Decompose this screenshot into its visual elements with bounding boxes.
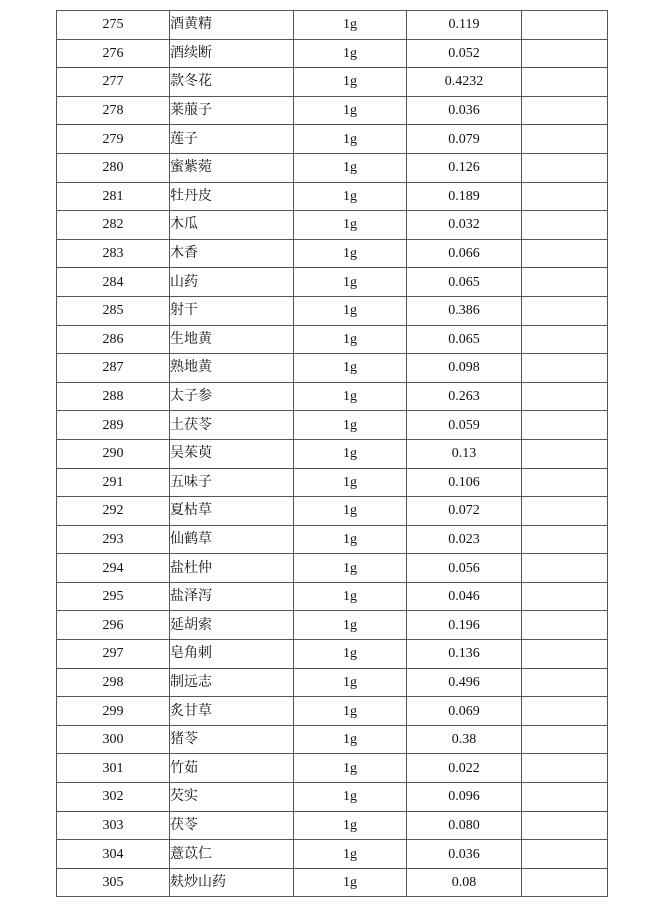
herb-name: 茯苓 [170, 811, 294, 840]
table-row [57, 182, 608, 211]
herb-amount: 1g [294, 811, 407, 840]
herb-value: 0.106 [407, 468, 522, 497]
blank-cell [522, 153, 608, 182]
herb-value: 0.08 [407, 868, 522, 897]
table-row [57, 96, 608, 125]
herb-name: 猪苓 [170, 725, 294, 754]
blank-cell [522, 382, 608, 411]
herb-value: 0.096 [407, 783, 522, 812]
table-row [57, 640, 608, 669]
table-row [57, 754, 608, 783]
table-row [57, 211, 608, 240]
herb-amount: 1g [294, 211, 407, 240]
herb-amount: 1g [294, 96, 407, 125]
herb-amount: 1g [294, 554, 407, 583]
table-row [57, 783, 608, 812]
row-number: 287 [57, 354, 170, 383]
blank-cell [522, 525, 608, 554]
blank-cell [522, 640, 608, 669]
row-number: 300 [57, 725, 170, 754]
herb-name: 太子参 [170, 382, 294, 411]
blank-cell [522, 125, 608, 154]
row-number: 296 [57, 611, 170, 640]
table-row [57, 497, 608, 526]
table-row [57, 153, 608, 182]
table-row [57, 840, 608, 869]
herb-value: 0.496 [407, 668, 522, 697]
table-row [57, 354, 608, 383]
blank-cell [522, 468, 608, 497]
blank-cell [522, 68, 608, 97]
row-number: 302 [57, 783, 170, 812]
row-number: 279 [57, 125, 170, 154]
herb-value: 0.059 [407, 411, 522, 440]
blank-cell [522, 96, 608, 125]
herb-amount: 1g [294, 525, 407, 554]
herb-amount: 1g [294, 725, 407, 754]
herb-amount: 1g [294, 325, 407, 354]
table-row [57, 811, 608, 840]
table-row [57, 382, 608, 411]
table-row [57, 668, 608, 697]
blank-cell [522, 268, 608, 297]
row-number: 276 [57, 39, 170, 68]
herb-amount: 1g [294, 868, 407, 897]
herb-value: 0.023 [407, 525, 522, 554]
table-row [57, 525, 608, 554]
herb-amount: 1g [294, 611, 407, 640]
herb-value: 0.066 [407, 239, 522, 268]
blank-cell [522, 439, 608, 468]
blank-cell [522, 668, 608, 697]
blank-cell [522, 868, 608, 897]
row-number: 290 [57, 439, 170, 468]
herb-amount: 1g [294, 411, 407, 440]
blank-cell [522, 811, 608, 840]
herb-value: 0.069 [407, 697, 522, 726]
herb-amount: 1g [294, 754, 407, 783]
table-row [57, 868, 608, 897]
herb-value: 0.080 [407, 811, 522, 840]
herb-amount: 1g [294, 783, 407, 812]
herb-value: 0.036 [407, 840, 522, 869]
row-number: 289 [57, 411, 170, 440]
herb-name: 盐泽泻 [170, 582, 294, 611]
herb-amount: 1g [294, 640, 407, 669]
herb-name: 盐杜仲 [170, 554, 294, 583]
herb-amount: 1g [294, 39, 407, 68]
herb-name: 竹茹 [170, 754, 294, 783]
blank-cell [522, 182, 608, 211]
row-number: 293 [57, 525, 170, 554]
herb-price-table [56, 10, 608, 897]
herb-name: 酒黄精 [170, 11, 294, 40]
herb-amount: 1g [294, 125, 407, 154]
herb-amount: 1g [294, 439, 407, 468]
herb-value: 0.056 [407, 554, 522, 583]
herb-name: 牡丹皮 [170, 182, 294, 211]
blank-cell [522, 611, 608, 640]
herb-value: 0.065 [407, 268, 522, 297]
blank-cell [522, 239, 608, 268]
herb-amount: 1g [294, 840, 407, 869]
herb-name: 芡实 [170, 783, 294, 812]
herb-amount: 1g [294, 497, 407, 526]
table-row [57, 239, 608, 268]
row-number: 299 [57, 697, 170, 726]
herb-value: 0.022 [407, 754, 522, 783]
row-number: 295 [57, 582, 170, 611]
herb-name: 夏枯草 [170, 497, 294, 526]
blank-cell [522, 783, 608, 812]
table-row [57, 268, 608, 297]
herb-name: 莱菔子 [170, 96, 294, 125]
herb-amount: 1g [294, 268, 407, 297]
herb-name: 款冬花 [170, 68, 294, 97]
blank-cell [522, 11, 608, 40]
row-number: 282 [57, 211, 170, 240]
herb-name: 熟地黄 [170, 354, 294, 383]
herb-value: 0.065 [407, 325, 522, 354]
blank-cell [522, 697, 608, 726]
blank-cell [522, 554, 608, 583]
herb-value: 0.136 [407, 640, 522, 669]
blank-cell [522, 211, 608, 240]
row-number: 297 [57, 640, 170, 669]
herb-name: 射干 [170, 296, 294, 325]
herb-amount: 1g [294, 11, 407, 40]
row-number: 301 [57, 754, 170, 783]
row-number: 280 [57, 153, 170, 182]
row-number: 305 [57, 868, 170, 897]
table-row [57, 439, 608, 468]
table-row [57, 725, 608, 754]
row-number: 294 [57, 554, 170, 583]
herb-name: 延胡索 [170, 611, 294, 640]
table-row [57, 554, 608, 583]
herb-value: 0.032 [407, 211, 522, 240]
herb-name: 木瓜 [170, 211, 294, 240]
blank-cell [522, 354, 608, 383]
blank-cell [522, 582, 608, 611]
herb-value: 0.079 [407, 125, 522, 154]
herb-value: 0.196 [407, 611, 522, 640]
herb-name: 土茯苓 [170, 411, 294, 440]
blank-cell [522, 325, 608, 354]
herb-amount: 1g [294, 668, 407, 697]
herb-name: 莲子 [170, 125, 294, 154]
herb-value: 0.119 [407, 11, 522, 40]
table-row [57, 411, 608, 440]
blank-cell [522, 754, 608, 783]
herb-name: 蜜紫菀 [170, 153, 294, 182]
blank-cell [522, 39, 608, 68]
blank-cell [522, 497, 608, 526]
row-number: 291 [57, 468, 170, 497]
herb-amount: 1g [294, 296, 407, 325]
table-row [57, 611, 608, 640]
blank-cell [522, 725, 608, 754]
herb-name: 五味子 [170, 468, 294, 497]
row-number: 288 [57, 382, 170, 411]
row-number: 286 [57, 325, 170, 354]
herb-value: 0.189 [407, 182, 522, 211]
herb-amount: 1g [294, 182, 407, 211]
herb-name: 山药 [170, 268, 294, 297]
herb-amount: 1g [294, 468, 407, 497]
herb-name: 仙鹤草 [170, 525, 294, 554]
herb-amount: 1g [294, 68, 407, 97]
herb-value: 0.072 [407, 497, 522, 526]
herb-amount: 1g [294, 382, 407, 411]
herb-name: 酒续断 [170, 39, 294, 68]
row-number: 303 [57, 811, 170, 840]
herb-name: 吴茱萸 [170, 439, 294, 468]
blank-cell [522, 840, 608, 869]
herb-amount: 1g [294, 153, 407, 182]
table-row [57, 468, 608, 497]
herb-value: 0.126 [407, 153, 522, 182]
row-number: 304 [57, 840, 170, 869]
herb-value: 0.386 [407, 296, 522, 325]
row-number: 275 [57, 11, 170, 40]
table-row [57, 11, 608, 40]
herb-amount: 1g [294, 239, 407, 268]
herb-value: 0.4232 [407, 68, 522, 97]
herb-name: 麸炒山药 [170, 868, 294, 897]
row-number: 281 [57, 182, 170, 211]
herb-value: 0.13 [407, 439, 522, 468]
table-row [57, 296, 608, 325]
herb-amount: 1g [294, 582, 407, 611]
table-row [57, 582, 608, 611]
herb-value: 0.052 [407, 39, 522, 68]
row-number: 292 [57, 497, 170, 526]
herb-name: 炙甘草 [170, 697, 294, 726]
herb-amount: 1g [294, 354, 407, 383]
blank-cell [522, 296, 608, 325]
herb-name: 皂角刺 [170, 640, 294, 669]
herb-name: 薏苡仁 [170, 840, 294, 869]
herb-name: 生地黄 [170, 325, 294, 354]
table-body [57, 11, 608, 897]
row-number: 285 [57, 296, 170, 325]
blank-cell [522, 411, 608, 440]
table-row [57, 697, 608, 726]
row-number: 284 [57, 268, 170, 297]
row-number: 277 [57, 68, 170, 97]
row-number: 283 [57, 239, 170, 268]
table-row [57, 39, 608, 68]
row-number: 278 [57, 96, 170, 125]
herb-value: 0.046 [407, 582, 522, 611]
herb-name: 制远志 [170, 668, 294, 697]
herb-name: 木香 [170, 239, 294, 268]
herb-value: 0.38 [407, 725, 522, 754]
herb-amount: 1g [294, 697, 407, 726]
row-number: 298 [57, 668, 170, 697]
herb-value: 0.098 [407, 354, 522, 383]
herb-value: 0.263 [407, 382, 522, 411]
table-row [57, 325, 608, 354]
herb-value: 0.036 [407, 96, 522, 125]
table-row [57, 125, 608, 154]
table-row [57, 68, 608, 97]
